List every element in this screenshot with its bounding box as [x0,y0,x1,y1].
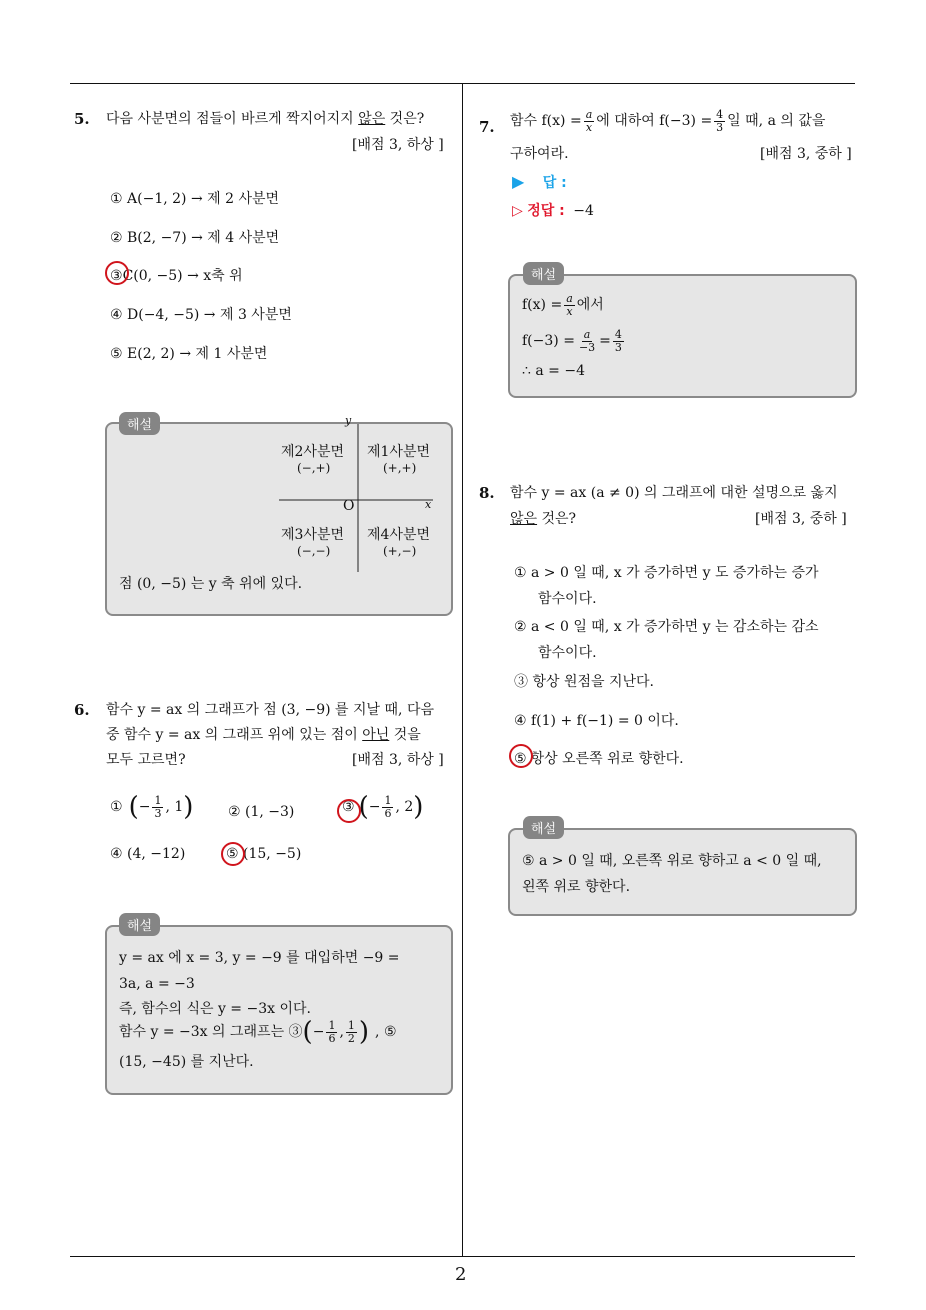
q8-option-1[interactable] [514,560,819,612]
quadrant-1-signs: (+,+) [383,461,417,475]
q8-option-4[interactable]: ④ f(1) + f(−1) = 0 이다. [514,713,679,729]
comma: , [339,1024,344,1040]
q8-line-1: 함수 y = ax (a ≠ 0) 의 그래프에 대한 설명으로 옳지 [510,485,838,501]
q5-solution-tag: 해설 [119,412,160,435]
q8-solution-line-2: 왼쪽 위로 향한다. [522,879,631,895]
left-paren: ( [128,792,139,822]
q5-option-2[interactable] [110,227,279,247]
right-paren: ) [358,1017,370,1047]
q6-line-2b: 것을 [389,727,421,743]
q6-score: [배점 3, 하상 ] [352,752,444,768]
numerator: 1 [154,793,162,807]
option-mark: ⑤ [514,751,527,767]
q6-solution-tag: 해설 [119,913,160,936]
sol-text-a: f(x) = [522,297,563,313]
quadrant-1-label: 제1사분면 [367,444,431,460]
denominator: 6 [384,806,392,820]
denominator: 3 [154,806,162,820]
q8-line-2-underlined: 않은 [510,511,538,527]
answer-circle-icon [509,744,533,768]
numerator: 1 [384,793,392,807]
q6-line-2-underlined: 아닌 [362,727,390,743]
q6-solution-line-2: 3a, a = −3 [119,976,195,992]
q8-solution-tag: 해설 [523,816,564,839]
q5-number: 5. [74,110,90,128]
fraction [577,329,597,354]
quadrant-2-signs: (−,+) [297,461,331,475]
q7-solution-box [508,274,857,398]
sol-text-b: 에서 [576,297,604,313]
q7-number: 7. [479,118,495,136]
q7-text-1: 함수 f(x) = [510,113,582,129]
option-rest: , 2 [395,799,414,815]
q7-solution-tag: 해설 [523,262,564,285]
page-number: 2 [455,1264,467,1285]
option-mark: ⑤ [110,346,123,362]
q5-option-1[interactable] [110,188,279,208]
correct-answer-label: 정답 : [527,203,565,219]
quadrant-3-label: 제3사분면 [281,527,345,543]
q5-option-5[interactable] [110,343,267,363]
option-mark: ④ [110,307,123,323]
option-text: E(2, 2) → 제 1 사분면 [127,346,268,362]
q5-text-a: 다음 사분면의 점들이 바르게 짝지어지지 [106,111,359,127]
y-axis-label: y [345,414,352,427]
correct-answer-value: −4 [573,203,594,219]
q5-text-b: 것은? [385,111,425,127]
answer-circle-icon [105,261,129,285]
fraction [564,293,575,318]
q7-solution-line-2 [522,328,626,354]
q5-solution-box [105,414,453,616]
sol-text-b: = [599,333,611,349]
play-triangle-icon: ▶ [512,172,525,191]
quadrant-2-label: 제2사분면 [281,444,345,460]
q5-score: [배점 3, 하상 ] [352,137,444,153]
denominator: x [585,120,593,134]
right-paren: ) [413,792,424,822]
fraction [714,109,725,134]
option-text: 항상 오른쪽 위로 향한다. [530,751,684,767]
denominator: 3 [614,340,622,354]
q6-line-2a: 중 함수 y = ax 의 그래프 위에 있는 점이 [106,727,363,743]
q7-line-1 [510,108,825,134]
q6-solution-line-1: y = ax 에 x = 3, y = −9 를 대입하면 −9 = [119,950,400,966]
q8-solution-line-1: ⑤ a > 0 일 때, 오른쪽 위로 향하고 a < 0 일 때, [522,853,822,869]
option-mark: ⑤ [226,846,239,862]
q6-solution-line-3: 즉, 함수의 식은 y = −3x 이다. [119,1001,311,1017]
fraction [326,1020,337,1045]
q8-line-2b: 것은? [537,511,577,527]
q7-answer-row [512,172,567,192]
denominator: x [566,304,573,318]
q6-option-4[interactable]: ④ (4, −12) [110,846,186,862]
q8-option-5[interactable] [514,748,684,768]
quadrant-4-signs: (+,−) [383,544,417,558]
q5-text-underlined: 않은 [358,111,386,127]
fraction [346,1020,357,1045]
minus-sign: − [312,1024,325,1040]
q6-option-2[interactable]: ② (1, −3) [228,804,295,820]
option-mark: ① [110,799,123,815]
denominator: 3 [716,120,724,134]
fraction [613,329,624,354]
numerator: a [585,107,593,121]
bottom-rule [70,1256,855,1257]
option-text: A(−1, 2) → 제 2 사분면 [127,191,280,207]
q7-score: [배점 3, 중하 ] [760,146,852,162]
q8-line-2 [510,506,576,532]
option-text: C(0, −5) → x축 위 [122,268,243,284]
origin-label: O [343,498,355,514]
q8-option-2[interactable] [514,614,819,666]
option-line-a: ② a < 0 일 때, x 가 증가하면 y 는 감소하는 감소 [514,619,819,635]
q7-text-3: 일 때, a 의 값을 [727,113,826,129]
option-mark: ③ [110,268,123,284]
q8-solution-box [508,828,857,916]
option-rest: , 1 [165,799,184,815]
numerator: 1 [328,1018,336,1032]
option-text: (15, −5) [243,846,302,862]
option-mark: ③ [342,799,355,815]
sol-text-a: f(−3) = [522,333,575,349]
right-paren: ) [183,792,194,822]
q6-number: 6. [74,701,90,719]
q6-solution-line-5: (15, −45) 를 지난다. [119,1054,254,1070]
q8-option-3[interactable]: ③ 항상 원점을 지난다. [514,674,654,690]
q7-line-2: 구하여라. [510,146,569,162]
q6-solution-line-4 [119,1019,397,1045]
quadrant-3-signs: (−,−) [297,544,331,558]
numerator: a [583,327,591,341]
q5-option-3[interactable] [110,265,243,285]
answer-label: 답 : [542,175,567,191]
denominator: −3 [578,340,596,354]
q7-solution-line-3: ∴ a = −4 [522,363,585,379]
denominator: 2 [347,1031,355,1045]
answer-input[interactable] [580,172,820,192]
outline-triangle-icon: ▷ [512,203,523,219]
left-paren: ( [302,1017,313,1047]
fraction [584,109,595,134]
q5-option-4[interactable] [110,304,292,324]
numerator: 4 [614,327,622,341]
q6-option-1[interactable] [110,792,193,822]
sol-line-4a: 함수 y = −3x 의 그래프는 ③ [119,1024,303,1040]
q7-text-2: 에 대하여 f(−3) = [596,113,713,129]
option-text: B(2, −7) → 제 4 사분면 [127,230,280,246]
q6-line-2 [106,722,421,748]
denominator: 6 [328,1031,336,1045]
q5-solution-text: 점 (0, −5) 는 y 축 위에 있다. [119,576,303,592]
fraction [152,795,163,820]
q7-solution-line-1 [522,292,604,318]
q5-text [106,106,424,132]
q6-solution-box [105,925,453,1095]
numerator: 4 [716,107,724,121]
q8-number: 8. [479,484,495,502]
quadrant-4-label: 제4사분면 [367,527,431,543]
numerator: a [566,291,573,305]
column-divider [462,83,463,1257]
x-axis-label: x [425,498,432,511]
sol-line-4b: , ⑤ [375,1024,397,1040]
minus-sign: − [368,799,381,815]
q8-score: [배점 3, 중하 ] [755,511,847,527]
answer-circle-icon [337,799,361,823]
option-line-b: 함수이다. [538,645,597,661]
option-mark: ② [110,230,123,246]
option-line-b: 함수이다. [538,591,597,607]
option-mark: ① [110,191,123,207]
numerator: 1 [347,1018,355,1032]
option-line-a: ① a > 0 일 때, x 가 증가하면 y 도 증가하는 증가 [514,565,819,581]
q7-correct-row [512,200,594,220]
answer-circle-icon [221,842,245,866]
left-paren: ( [358,792,369,822]
minus-sign: − [138,799,151,815]
q6-line-3: 모두 고르면? [106,752,186,768]
fraction [382,795,393,820]
q6-line-1: 함수 y = ax 의 그래프가 점 (3, −9) 를 지날 때, 다음 [106,702,434,718]
option-text: D(−4, −5) → 제 3 사분면 [127,307,292,323]
